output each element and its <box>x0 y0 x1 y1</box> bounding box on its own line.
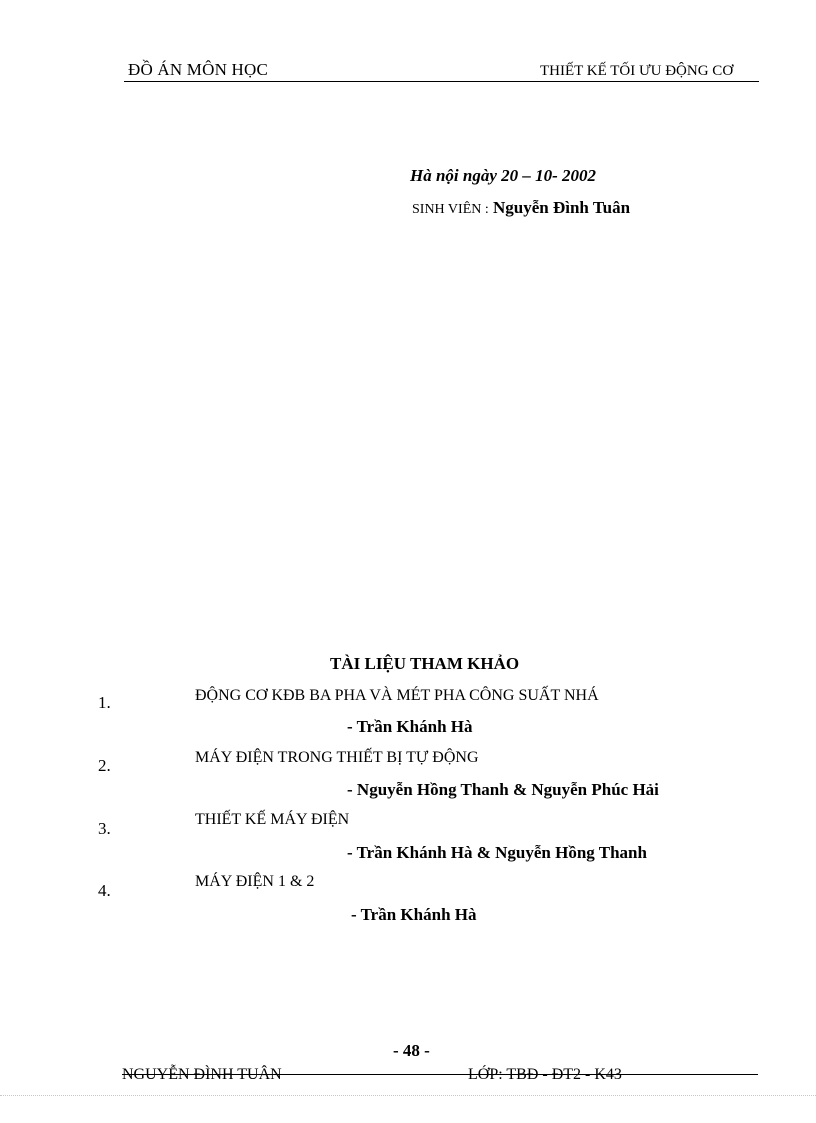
page-bottom-dotted-line <box>0 1095 816 1096</box>
references-title: TÀI LIỆU THAM KHẢO <box>330 654 520 673</box>
footer-right: LỚP: TBĐ - ĐT2 - K43 <box>468 1066 622 1083</box>
student-label: SINH VIÊN : <box>412 202 489 217</box>
page-number: - 48 - <box>393 1041 430 1060</box>
reference-number: 2. <box>98 756 111 775</box>
reference-title: MÁY ĐIỆN TRONG THIẾT BỊ TỰ ĐỘNG <box>195 749 479 766</box>
reference-number: 4. <box>98 881 111 900</box>
reference-author: - Nguyễn Hồng Thanh & Nguyễn Phúc Hải <box>347 780 659 799</box>
footer-left: NGUYỄN ĐÌNH TUÂN <box>122 1066 282 1083</box>
reference-author: - Trần Khánh Hà <box>351 905 477 924</box>
student-name: Nguyễn Đình Tuân <box>493 198 631 217</box>
reference-title: MÁY ĐIỆN 1 & 2 <box>195 873 315 890</box>
reference-number: 1. <box>98 693 111 712</box>
reference-title: ĐỘNG CƠ KĐB BA PHA VÀ MÉT PHA CÔNG SUẤT NHÁ <box>195 687 599 704</box>
header-left: ĐỒ ÁN MÔN HỌC <box>128 60 269 79</box>
header-rule <box>124 81 759 82</box>
reference-author: - Trần Khánh Hà <box>347 717 473 736</box>
footer-rule <box>122 1074 758 1075</box>
signature-date: Hà nội ngày 20 – 10- 2002 <box>410 166 597 185</box>
reference-author: - Trần Khánh Hà & Nguyễn Hồng Thanh <box>347 843 647 862</box>
signature-student <box>412 198 630 218</box>
reference-number: 3. <box>98 819 111 838</box>
header-right: THIẾT KẾ TỐI ƯU ĐỘNG CƠ <box>540 63 734 79</box>
reference-title: THIẾT KẾ MÁY ĐIỆN <box>195 811 350 828</box>
